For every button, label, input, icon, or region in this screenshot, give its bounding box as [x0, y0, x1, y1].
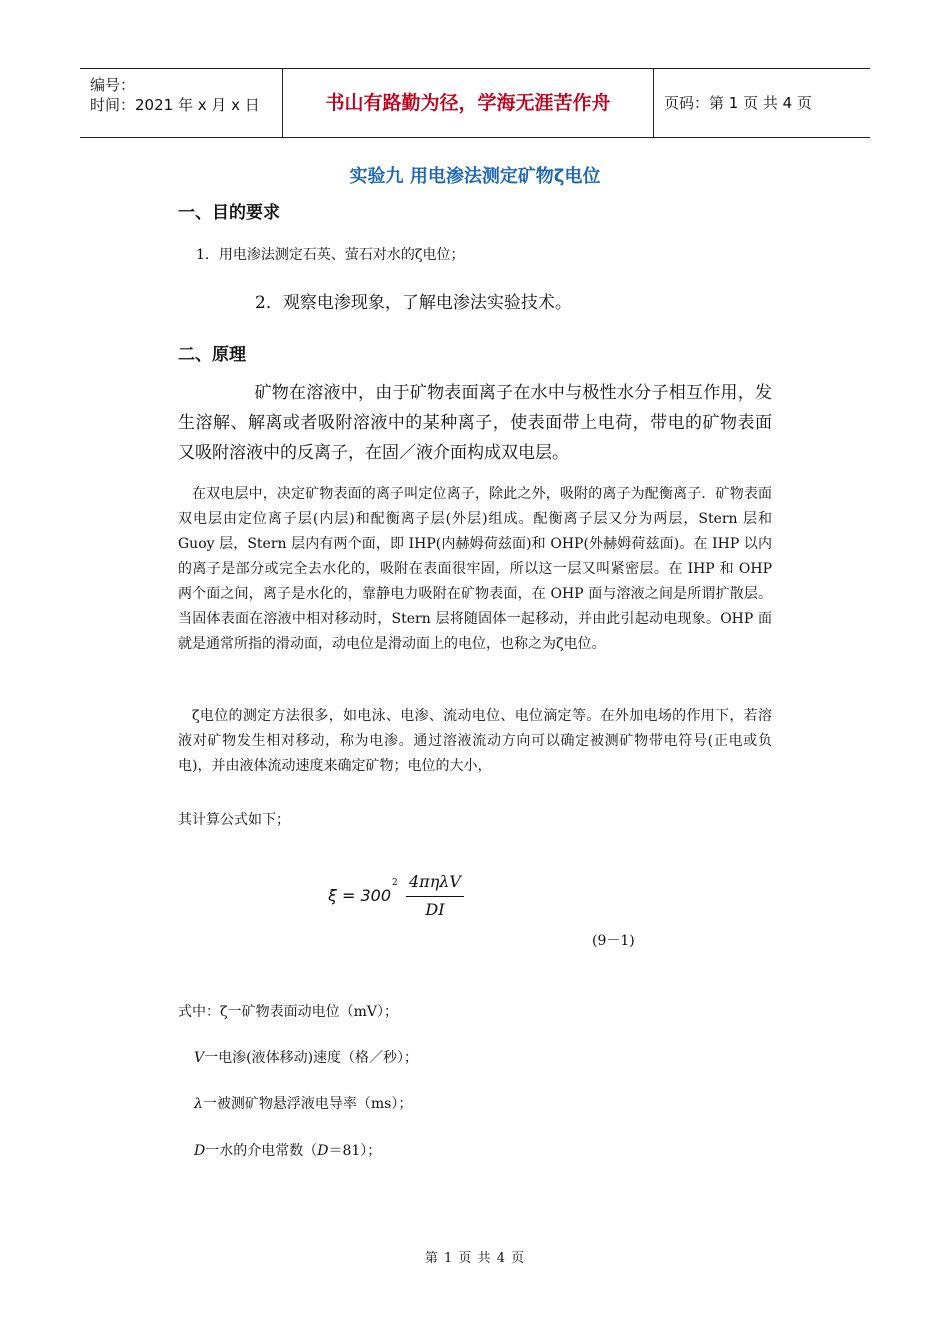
definition-lambda-text: 一被测矿物悬浮液电导率（ms）； — [202, 1096, 413, 1112]
formula-numerator: 4πηλV — [409, 872, 461, 891]
definition-d — [194, 1139, 381, 1164]
paragraph-3: ζ电位的测定方法很多，如电泳、电渗、流动电位、电位滴定等。在外加电场的作用下，若溶液对矿物发生相对移动，称为电渗。通过溶液流动方向可以确定被测矿物带电符号(正电或负电)，并由液体流动速度来确定矿物；电位的大小， — [178, 708, 772, 774]
header-table — [80, 68, 870, 138]
date-label: 时间：2021 年 x 月 x 日 — [90, 96, 260, 114]
section-heading-principle: 二、原理 — [178, 345, 246, 365]
symbol-d: D — [194, 1143, 206, 1159]
symbol-d-inline: D — [317, 1143, 329, 1159]
definition-d-text-a: 一水的介电常数（ — [205, 1143, 318, 1159]
symbol-lambda: λ — [194, 1096, 203, 1112]
number-label: 编号： — [90, 76, 136, 94]
symbol-v: V — [194, 1050, 205, 1066]
paragraph-2: 在双电层中，决定矿物表面的离子叫定位离子，除此之外，吸附的离子为配衡离子．矿物表面双电层由定位离子层(内层)和配衡离子层(外层)组成。配衡离子层又分为两层，Stern 层和 Guoy 层，Stern 层内有两个面，即 IHP(内赫姆荷兹面)和 OHP(外赫姆荷兹面)。在 IHP 以内的离子是部分或完全去水化的，吸附在表面很牢固，所以这一层又叫紧密层。在 IHP 和 OHP 两个面之间，离子是水化的，靠静电力吸附在矿物表面，在 OHP 面与溶液之间是所谓扩散层。当固体表面在溶液中相对移动时，Stern 层将随固体一起移动，并由此引起动电现象。OHP 面就是通常所指的滑动面，动电位是滑动面上的电位，也称之为ζ电位。 — [178, 486, 772, 652]
definition-v-text: 一电渗(液体移动)速度（格／秒）； — [204, 1050, 419, 1066]
header-page-label: 页码：第 1 页 共 4 页 — [664, 94, 812, 112]
formula-exponent: 2 — [392, 878, 398, 888]
page-footer: 第 1 页 共 4 页 — [424, 1251, 526, 1266]
definition-zeta: 式中：ζ一矿物表面动电位（mV）； — [178, 1004, 398, 1020]
formula-lhs: ξ = 300 — [328, 886, 392, 905]
header-motto: 书山有路勤为径，学海无涯苦作舟 — [282, 69, 654, 137]
formula-denominator: DI — [425, 900, 445, 919]
definition-d-text-b: ＝81）； — [328, 1143, 382, 1159]
definition-v — [194, 1046, 418, 1071]
paragraph-1: 矿物在溶液中，由于矿物表面离子在水中与极性水分子相互作用，发生溶解、解离或者吸附溶液中的某种离子，使表面带上电荷，带电的矿物表面又吸附溶液中的反离子，在固／液介面构成双电层。 — [178, 383, 772, 463]
section-heading-objectives: 一、目的要求 — [178, 203, 280, 223]
zeta-formula — [328, 872, 508, 924]
header-meta — [80, 69, 282, 137]
fraction-bar — [406, 896, 464, 897]
definition-lambda — [194, 1092, 412, 1117]
document-title: 实验九 用电渗法测定矿物ζ电位 — [349, 166, 601, 187]
objective-item-2: 2．观察电渗现象，了解电渗法实验技术。 — [255, 293, 572, 313]
objective-item-1: 1．用电渗法测定石英、萤石对水的ζ电位； — [196, 247, 465, 263]
equation-number: (9－1) — [592, 933, 635, 949]
paragraph-4: 其计算公式如下； — [178, 812, 290, 828]
